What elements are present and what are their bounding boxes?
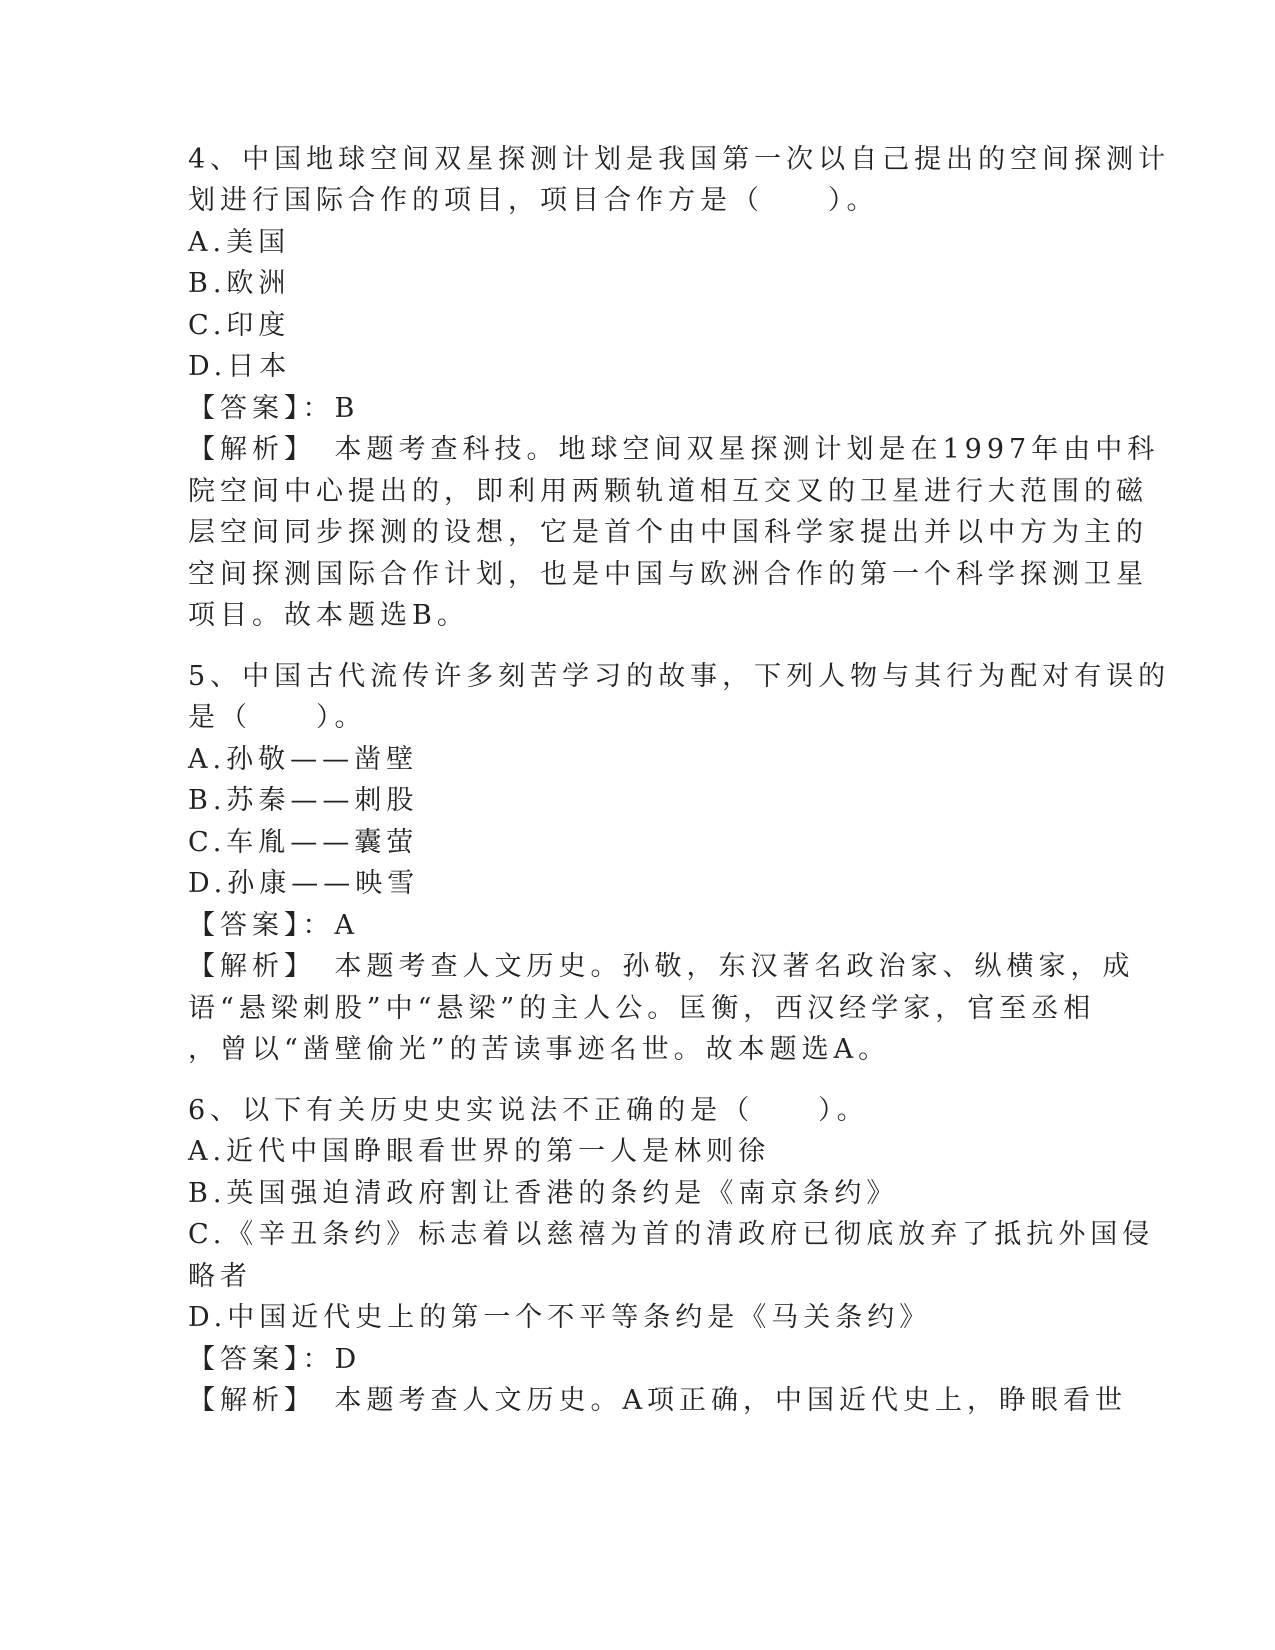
question-5-stem-line-2: 是（ ）。 <box>188 702 367 733</box>
question-6-answer: 【答案】：D <box>188 1344 362 1375</box>
question-4-answer: 【答案】：B <box>188 393 360 424</box>
question-4-analysis-line-5: 项目。故本题选B。 <box>188 600 469 631</box>
question-5-option-d: D.孙康——映雪 <box>188 868 420 899</box>
question-6-stem-line-1: 6、以下有关历史史实说法不正确的是（ ）。 <box>188 1095 869 1126</box>
question-6-option-d: D.中国近代史上的第一个不平等条约是《马关条约》 <box>188 1302 932 1333</box>
question-4-option-b: B.欧洲 <box>188 268 291 299</box>
question-6-analysis-line-1: 【解析】 本题考查人文历史。A项正确，中国近代史上，睁眼看世 <box>188 1385 1127 1416</box>
question-4-option-d: D.日本 <box>188 351 292 382</box>
question-6-option-a: A.近代中国睁眼看世界的第一人是林则徐 <box>188 1136 771 1167</box>
question-5-answer: 【答案】：A <box>188 910 359 941</box>
question-6-option-c-line-1: C.《辛丑条约》标志着以慈禧为首的清政府已彻底放弃了抵抗外国侵 <box>188 1219 1155 1250</box>
question-5-option-c: C.车胤——囊萤 <box>188 827 419 858</box>
question-4-analysis-line-1: 【解析】 本题考查科技。地球空间双星探测计划是在1997年由中科 <box>188 434 1160 465</box>
question-5-option-a: A.孙敬——凿壁 <box>188 744 419 775</box>
question-5-option-b: B.苏秦——刺股 <box>188 785 419 816</box>
question-6-option-c-line-2: 略者 <box>188 1261 252 1292</box>
question-5-analysis-line-2: 语“悬梁刺股”中“悬梁”的主人公。匡衡，西汉经学家，官至丞相 <box>188 993 1096 1024</box>
question-4-analysis-line-2: 院空间中心提出的，即利用两颗轨道相互交叉的卫星进行大范围的磁 <box>188 476 1148 507</box>
question-4-stem-line-1: 4、中国地球空间双星探测计划是我国第一次以自己提出的空间探测计 <box>188 144 1171 175</box>
question-4-stem-line-2: 划进行国际合作的项目，项目合作方是（ ）。 <box>188 185 879 216</box>
question-5-analysis-line-3: ，曾以“凿壁偷光”的苦读事迹名世。故本题选A。 <box>188 1034 891 1065</box>
question-4-analysis-line-4: 空间探测国际合作计划，也是中国与欧洲合作的第一个科学探测卫星 <box>188 559 1148 590</box>
question-4-option-a: A.美国 <box>188 227 291 258</box>
question-4-option-c: C.印度 <box>188 310 291 341</box>
question-5-analysis-line-1: 【解析】 本题考查人文历史。孙敬，东汉著名政治家、纵横家，成 <box>188 951 1135 982</box>
question-5-stem-line-1: 5、中国古代流传许多刻苦学习的故事，下列人物与其行为配对有误的 <box>188 661 1171 692</box>
question-4-analysis-line-3: 层空间同步探测的设想，它是首个由中国科学家提出并以中方为主的 <box>188 517 1148 548</box>
question-6-option-b: B.英国强迫清政府割让香港的条约是《南京条约》 <box>188 1178 899 1209</box>
